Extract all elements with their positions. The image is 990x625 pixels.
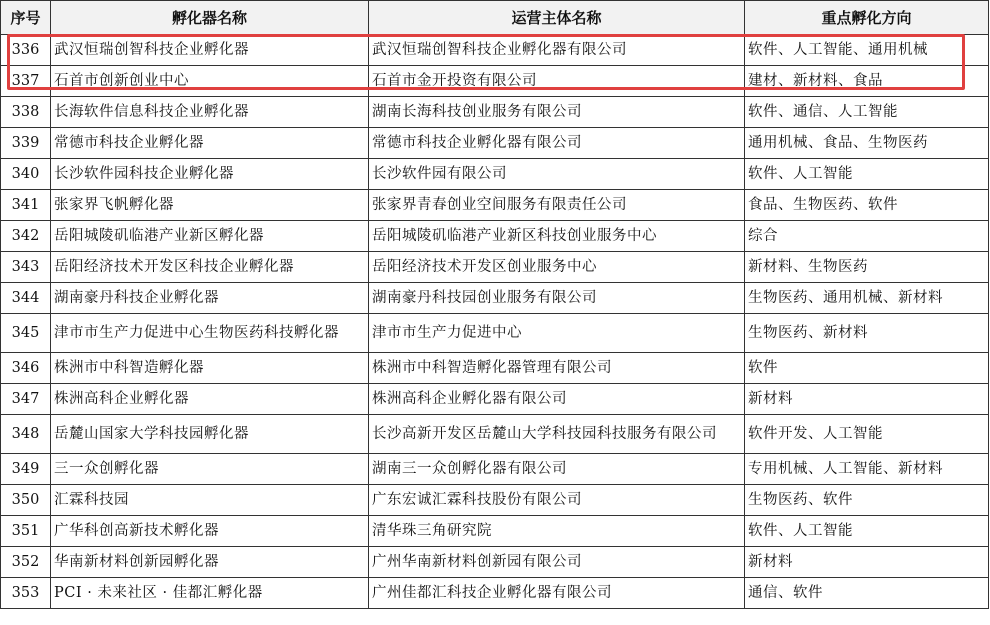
cell-direction: 软件、人工智能 (745, 516, 989, 547)
cell-direction: 建材、新材料、食品 (745, 66, 989, 97)
cell-direction: 通用机械、食品、生物医药 (745, 128, 989, 159)
cell-incubator-name: 长沙软件园科技企业孵化器 (51, 159, 369, 190)
cell-direction: 软件、人工智能、通用机械 (745, 35, 989, 66)
cell-operator-name: 广州华南新材料创新园有限公司 (369, 547, 745, 578)
cell-direction: 生物医药、通用机械、新材料 (745, 283, 989, 314)
cell-direction: 生物医药、软件 (745, 485, 989, 516)
cell-operator-name: 湖南三一众创孵化器有限公司 (369, 454, 745, 485)
cell-serial: 350 (1, 485, 51, 516)
cell-operator-name: 湖南豪丹科技园创业服务有限公司 (369, 283, 745, 314)
cell-operator-name: 武汉恒瑞创智科技企业孵化器有限公司 (369, 35, 745, 66)
cell-incubator-name: 武汉恒瑞创智科技企业孵化器 (51, 35, 369, 66)
cell-incubator-name: 株洲市中科智造孵化器 (51, 353, 369, 384)
header-incubator-name: 孵化器名称 (51, 1, 369, 35)
cell-direction: 新材料、生物医药 (745, 252, 989, 283)
cell-operator-name: 株洲市中科智造孵化器管理有限公司 (369, 353, 745, 384)
cell-serial: 353 (1, 578, 51, 609)
cell-direction: 软件 (745, 353, 989, 384)
cell-serial: 337 (1, 66, 51, 97)
cell-operator-name: 株洲高科企业孵化器有限公司 (369, 384, 745, 415)
cell-incubator-name: 常德市科技企业孵化器 (51, 128, 369, 159)
table-row (1, 97, 989, 128)
cell-incubator-name: 广华科创高新技术孵化器 (51, 516, 369, 547)
cell-serial: 341 (1, 190, 51, 221)
cell-incubator-name: 张家界飞帆孵化器 (51, 190, 369, 221)
cell-direction: 新材料 (745, 384, 989, 415)
cell-operator-name: 清华珠三角研究院 (369, 516, 745, 547)
cell-direction: 软件、通信、人工智能 (745, 97, 989, 128)
table-row (1, 516, 989, 547)
table-row (1, 547, 989, 578)
cell-operator-name: 长沙高新开发区岳麓山大学科技园科技服务有限公司 (369, 415, 745, 454)
cell-serial: 344 (1, 283, 51, 314)
table-row (1, 454, 989, 485)
cell-serial: 342 (1, 221, 51, 252)
cell-incubator-name: 岳麓山国家大学科技园孵化器 (51, 415, 369, 454)
cell-direction: 软件、人工智能 (745, 159, 989, 190)
cell-incubator-name: 华南新材料创新园孵化器 (51, 547, 369, 578)
cell-serial: 343 (1, 252, 51, 283)
cell-serial: 347 (1, 384, 51, 415)
cell-direction: 专用机械、人工智能、新材料 (745, 454, 989, 485)
cell-operator-name: 石首市金开投资有限公司 (369, 66, 745, 97)
cell-serial: 338 (1, 97, 51, 128)
cell-incubator-name: 汇霖科技园 (51, 485, 369, 516)
cell-incubator-name: 岳阳城陵矶临港产业新区孵化器 (51, 221, 369, 252)
table-row (1, 159, 989, 190)
table-row (1, 415, 989, 454)
table-row (1, 190, 989, 221)
header-serial: 序号 (1, 1, 51, 35)
cell-incubator-name: PCI · 未来社区 · 佳都汇孵化器 (51, 578, 369, 609)
table-row (1, 353, 989, 384)
cell-operator-name: 岳阳经济技术开发区创业服务中心 (369, 252, 745, 283)
table-row (1, 578, 989, 609)
cell-direction: 新材料 (745, 547, 989, 578)
cell-incubator-name: 湖南豪丹科技企业孵化器 (51, 283, 369, 314)
cell-incubator-name: 津市市生产力促进中心生物医药科技孵化器 (51, 314, 369, 353)
table-header-row (1, 1, 989, 35)
cell-incubator-name: 长海软件信息科技企业孵化器 (51, 97, 369, 128)
cell-serial: 352 (1, 547, 51, 578)
cell-serial: 346 (1, 353, 51, 384)
cell-operator-name: 广州佳都汇科技企业孵化器有限公司 (369, 578, 745, 609)
cell-operator-name: 广东宏诚汇霖科技股份有限公司 (369, 485, 745, 516)
cell-operator-name: 津市市生产力促进中心 (369, 314, 745, 353)
cell-serial: 336 (1, 35, 51, 66)
table-row (1, 384, 989, 415)
cell-operator-name: 张家界青春创业空间服务有限责任公司 (369, 190, 745, 221)
cell-serial: 348 (1, 415, 51, 454)
table-row (1, 252, 989, 283)
cell-serial: 340 (1, 159, 51, 190)
table-row (1, 485, 989, 516)
cell-serial: 349 (1, 454, 51, 485)
cell-incubator-name: 石首市创新创业中心 (51, 66, 369, 97)
cell-incubator-name: 三一众创孵化器 (51, 454, 369, 485)
cell-operator-name: 岳阳城陵矶临港产业新区科技创业服务中心 (369, 221, 745, 252)
cell-direction: 软件开发、人工智能 (745, 415, 989, 454)
cell-incubator-name: 岳阳经济技术开发区科技企业孵化器 (51, 252, 369, 283)
cell-serial: 345 (1, 314, 51, 353)
cell-operator-name: 长沙软件园有限公司 (369, 159, 745, 190)
table-row (1, 35, 989, 66)
table-row (1, 314, 989, 353)
header-operator-name: 运营主体名称 (369, 1, 745, 35)
cell-serial: 351 (1, 516, 51, 547)
table-row (1, 128, 989, 159)
cell-serial: 339 (1, 128, 51, 159)
table-row (1, 66, 989, 97)
cell-direction: 食品、生物医药、软件 (745, 190, 989, 221)
table-row (1, 283, 989, 314)
cell-direction: 生物医药、新材料 (745, 314, 989, 353)
cell-direction: 通信、软件 (745, 578, 989, 609)
cell-incubator-name: 株洲高科企业孵化器 (51, 384, 369, 415)
cell-operator-name: 常德市科技企业孵化器有限公司 (369, 128, 745, 159)
cell-operator-name: 湖南长海科技创业服务有限公司 (369, 97, 745, 128)
cell-direction: 综合 (745, 221, 989, 252)
header-incubation-direction: 重点孵化方向 (745, 1, 989, 35)
table-row (1, 221, 989, 252)
